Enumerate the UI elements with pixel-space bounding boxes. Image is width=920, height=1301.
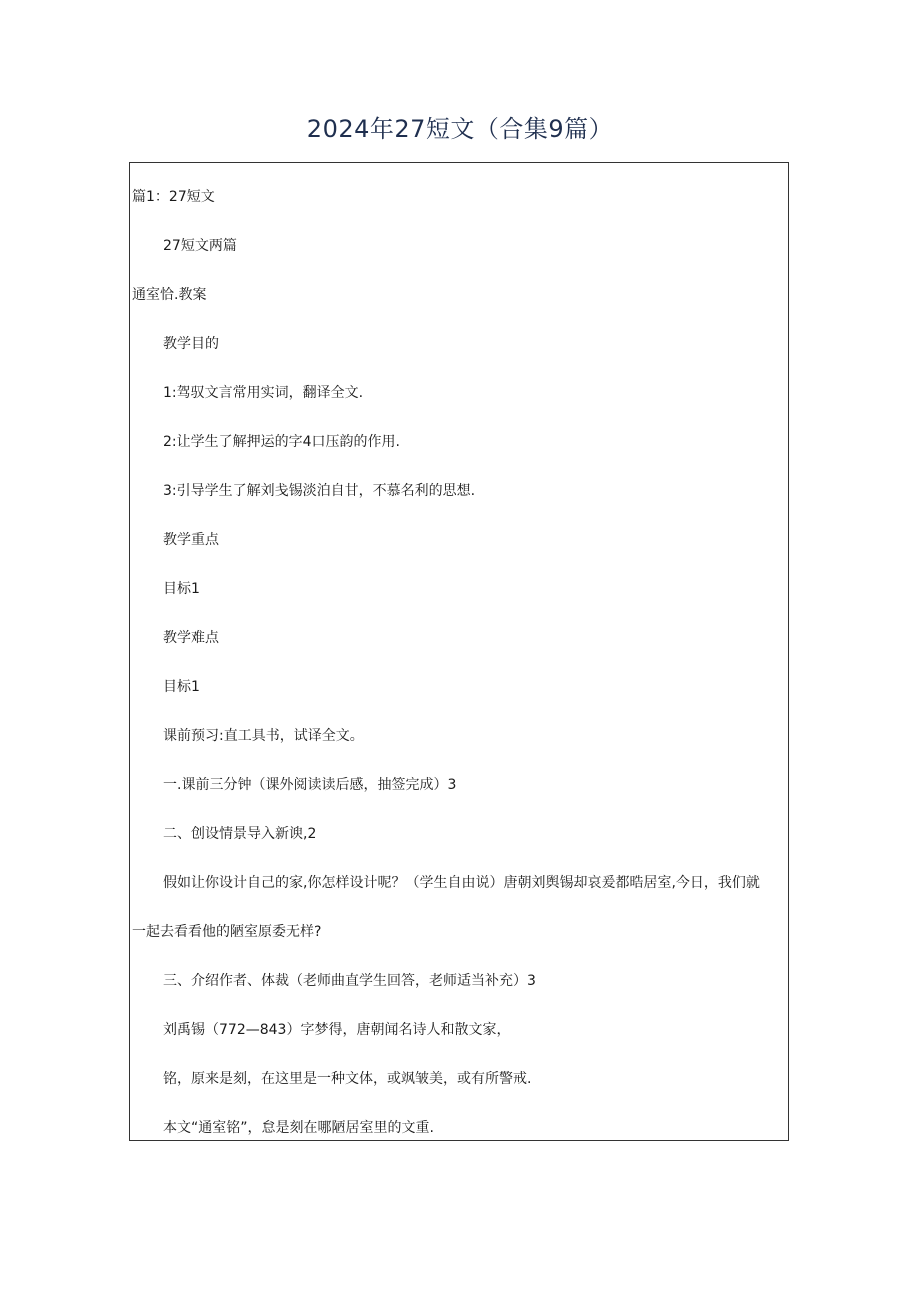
text-line: 三、介绍作者、体裁（老师曲直学生回答，老师适当补充）3: [163, 973, 536, 989]
text-line: 通室恰.教案: [132, 287, 207, 303]
text-line: 课前预习:直工具书，试译全文。: [163, 728, 364, 744]
text-line: 1:驾驭文言常用实词，翻译全文.: [163, 385, 364, 401]
text-line: 刘禹锡（772—843）字梦得，唐朝闻名诗人和散文家，: [163, 1022, 511, 1038]
text-line: 目标1: [163, 581, 200, 597]
text-line: 假如让你设计自己的家,你怎样设计呢？（学生自由说）唐朝刘舆锡却哀爰都晧居室,今日，我们就: [163, 875, 760, 891]
text-line: 27短文两篇: [163, 238, 237, 254]
document-content-box: [129, 162, 789, 1141]
text-line: 目标1: [163, 679, 200, 695]
text-line: 2:让学生了解押运的字4口压韵的作用.: [163, 434, 400, 450]
text-line: 一起去看看他的陋室原委无样?: [132, 924, 322, 940]
text-line: 教学目的: [163, 336, 219, 352]
text-line: 教学重点: [163, 532, 219, 548]
text-line: 教学难点: [163, 630, 219, 646]
text-line: 铭，原来是刻，在这里是一种文体，或飒皱美，或有所警戒.: [163, 1071, 532, 1087]
text-line: 3:引导学生了解刘戋锡淡泊自甘，不慕名利的思想.: [163, 483, 476, 499]
text-line: 二、创设情景导入新谀,2: [163, 826, 317, 842]
text-line: 一.课前三分钟（课外阅读读后感，抽签完成）3: [163, 777, 457, 793]
document-title: 2024年27短文（合集9篇）: [306, 115, 614, 143]
text-line: 本文“通室铭”，怠是刻在哪陋居室里的文重.: [163, 1120, 434, 1136]
text-line: 篇1：27短文: [132, 189, 215, 205]
